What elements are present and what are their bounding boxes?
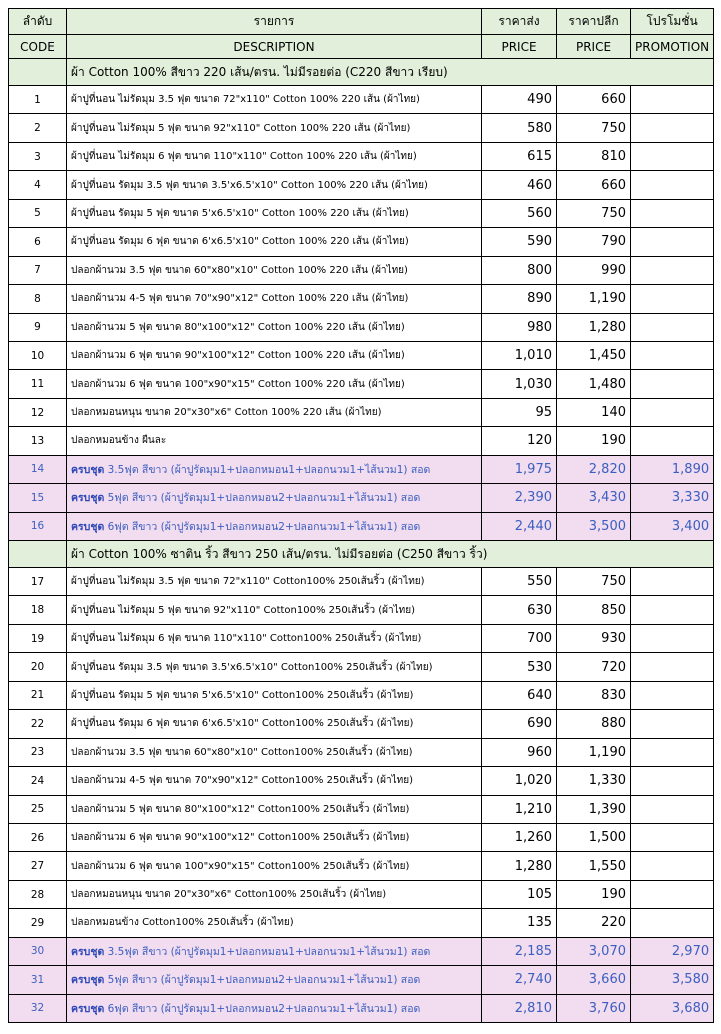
retail-price: 3,660 xyxy=(557,966,631,994)
item-description xyxy=(67,994,482,1022)
retail-price: 3,760 xyxy=(557,994,631,1022)
item-description xyxy=(67,512,482,540)
wholesale-price: 2,185 xyxy=(482,937,557,965)
header-wholesale-th: ราคาส่ง xyxy=(482,9,557,35)
wholesale-price: 2,740 xyxy=(482,966,557,994)
item-code: 9 xyxy=(9,313,67,341)
wholesale-price: 2,390 xyxy=(482,484,557,512)
item-code: 31 xyxy=(9,966,67,994)
section-title: ผ้า Cotton 100% ซาติน ริ้ว สีขาว 250 เส้น/ตรน. ไม่มีรอยต่อ (C250 สีขาว ริ้ว) xyxy=(67,541,714,568)
wholesale-price: 960 xyxy=(482,738,557,766)
retail-price: 660 xyxy=(557,86,631,114)
wholesale-price: 2,810 xyxy=(482,994,557,1022)
item-code: 21 xyxy=(9,681,67,709)
promotion-price xyxy=(631,199,714,227)
item-description: ผ้าปูที่นอน ไม่รัดมุม 3.5 ฟุต ขนาด 72"x110" Cotton 100% 220 เส้น (ผ้าไทย) xyxy=(67,86,482,114)
promotion-price xyxy=(631,228,714,256)
bundle-description: 6ฟุต สีขาว (ผ้าปูรัดมุม1+ปลอกหมอน2+ปลอกนวม1+ไส้นวม1) สอด xyxy=(104,1002,421,1015)
promotion-price xyxy=(631,710,714,738)
wholesale-price: 530 xyxy=(482,653,557,681)
wholesale-price: 1,260 xyxy=(482,823,557,851)
section-empty-cell xyxy=(9,59,67,86)
item-code: 18 xyxy=(9,596,67,624)
bundle-label: ครบชุด xyxy=(71,1002,105,1015)
item-code: 13 xyxy=(9,427,67,455)
wholesale-price: 560 xyxy=(482,199,557,227)
retail-price: 140 xyxy=(557,398,631,426)
item-code: 11 xyxy=(9,370,67,398)
wholesale-price: 890 xyxy=(482,285,557,313)
item-description: ปลอกผ้านวม 3.5 ฟุต ขนาด 60"x80"x10" Cotton100% 250เส้นริ้ว (ผ้าไทย) xyxy=(67,738,482,766)
item-description: ผ้าปูที่นอน ไม่รัดมุม 5 ฟุต ขนาด 92"x110" Cotton100% 250เส้นริ้ว (ผ้าไทย) xyxy=(67,596,482,624)
price-list-table xyxy=(8,8,714,1023)
promotion-price xyxy=(631,427,714,455)
table-row xyxy=(9,710,714,738)
item-description: ปลอกผ้านวม 6 ฟุต ขนาด 100"x90"x15" Cotton100% 250เส้นริ้ว (ผ้าไทย) xyxy=(67,852,482,880)
promotion-price xyxy=(631,795,714,823)
header-retail-th: ราคาปลีก xyxy=(557,9,631,35)
item-description: ปลอกหมอนข้าง Cotton100% 250เส้นริ้ว (ผ้าไทย) xyxy=(67,909,482,937)
retail-price: 810 xyxy=(557,142,631,170)
retail-price: 1,450 xyxy=(557,341,631,369)
item-code: 7 xyxy=(9,256,67,284)
item-code: 26 xyxy=(9,823,67,851)
item-code: 20 xyxy=(9,653,67,681)
item-code: 17 xyxy=(9,568,67,596)
wholesale-price: 590 xyxy=(482,228,557,256)
retail-price: 1,500 xyxy=(557,823,631,851)
table-row xyxy=(9,341,714,369)
wholesale-price: 630 xyxy=(482,596,557,624)
promotion-price xyxy=(631,624,714,652)
table-row xyxy=(9,427,714,455)
bundle-label: ครบชุด xyxy=(71,492,105,505)
item-description xyxy=(67,937,482,965)
promotion-price xyxy=(631,171,714,199)
header-wholesale-en: PRICE xyxy=(482,35,557,59)
retail-price: 2,820 xyxy=(557,455,631,483)
item-description: ปลอกผ้านวม 5 ฟุต ขนาด 80"x100"x12" Cotton100% 250เส้นริ้ว (ผ้าไทย) xyxy=(67,795,482,823)
item-code: 3 xyxy=(9,142,67,170)
retail-price: 930 xyxy=(557,624,631,652)
bundle-description: 5ฟุต สีขาว (ผ้าปูรัดมุม1+ปลอกหมอน2+ปลอกนวม1+ไส้นวม1) สอด xyxy=(104,492,421,505)
bundle-row xyxy=(9,484,714,512)
bundle-label: ครบชุด xyxy=(71,520,105,533)
item-description: ปลอกหมอนหนุน ขนาด 20"x30"x6" Cotton100% 250เส้นริ้ว (ผ้าไทย) xyxy=(67,880,482,908)
wholesale-price: 120 xyxy=(482,427,557,455)
wholesale-price: 690 xyxy=(482,710,557,738)
wholesale-price: 460 xyxy=(482,171,557,199)
retail-price: 1,390 xyxy=(557,795,631,823)
table-row xyxy=(9,852,714,880)
item-description: ปลอกผ้านวม 5 ฟุต ขนาด 80"x100"x12" Cotton 100% 220 เส้น (ผ้าไทย) xyxy=(67,313,482,341)
item-description: ผ้าปูที่นอน รัดมุม 3.5 ฟุต ขนาด 3.5'x6.5'x10" Cotton 100% 220 เส้น (ผ้าไทย) xyxy=(67,171,482,199)
promotion-price xyxy=(631,852,714,880)
retail-price: 3,070 xyxy=(557,937,631,965)
item-code: 22 xyxy=(9,710,67,738)
item-description: ผ้าปูที่นอน รัดมุม 5 ฟุต ขนาด 5'x6.5'x10" Cotton100% 250เส้นริ้ว (ผ้าไทย) xyxy=(67,681,482,709)
header-promotion-en: PROMOTION xyxy=(631,35,714,59)
retail-price: 1,190 xyxy=(557,285,631,313)
item-description xyxy=(67,455,482,483)
wholesale-price: 1,210 xyxy=(482,795,557,823)
retail-price: 990 xyxy=(557,256,631,284)
promotion-price xyxy=(631,738,714,766)
item-code: 29 xyxy=(9,909,67,937)
promotion-price xyxy=(631,142,714,170)
item-code: 23 xyxy=(9,738,67,766)
wholesale-price: 490 xyxy=(482,86,557,114)
wholesale-price: 1,280 xyxy=(482,852,557,880)
wholesale-price: 1,020 xyxy=(482,767,557,795)
table-row xyxy=(9,313,714,341)
wholesale-price: 980 xyxy=(482,313,557,341)
table-row xyxy=(9,171,714,199)
wholesale-price: 615 xyxy=(482,142,557,170)
item-code: 28 xyxy=(9,880,67,908)
wholesale-price: 550 xyxy=(482,568,557,596)
promotion-price xyxy=(631,285,714,313)
promotion-price xyxy=(631,653,714,681)
table-row xyxy=(9,568,714,596)
item-description: ปลอกผ้านวม 3.5 ฟุต ขนาด 60"x80"x10" Cotton 100% 220 เส้น (ผ้าไทย) xyxy=(67,256,482,284)
promotion-price xyxy=(631,596,714,624)
retail-price: 1,190 xyxy=(557,738,631,766)
retail-price: 3,430 xyxy=(557,484,631,512)
table-row xyxy=(9,795,714,823)
promotion-price xyxy=(631,86,714,114)
retail-price: 850 xyxy=(557,596,631,624)
bundle-description: 3.5ฟุต สีขาว (ผ้าปูรัดมุม1+ปลอกหมอน1+ปลอกนวม1+ไส้นวม1) สอด xyxy=(104,945,431,958)
promotion-price: 3,400 xyxy=(631,512,714,540)
bundle-label: ครบชุด xyxy=(71,463,105,476)
item-code: 14 xyxy=(9,455,67,483)
retail-price: 1,550 xyxy=(557,852,631,880)
bundle-description: 5ฟุต สีขาว (ผ้าปูรัดมุม1+ปลอกหมอน2+ปลอกนวม1+ไส้นวม1) สอด xyxy=(104,974,421,987)
item-code: 25 xyxy=(9,795,67,823)
table-row xyxy=(9,596,714,624)
header-code-th: ลำดับ xyxy=(9,9,67,35)
retail-price: 790 xyxy=(557,228,631,256)
promotion-price xyxy=(631,256,714,284)
item-description: ผ้าปูที่นอน ไม่รัดมุม 6 ฟุต ขนาด 110"x110" Cotton 100% 220 เส้น (ผ้าไทย) xyxy=(67,142,482,170)
bundle-description: 6ฟุต สีขาว (ผ้าปูรัดมุม1+ปลอกหมอน2+ปลอกนวม1+ไส้นวม1) สอด xyxy=(104,520,421,533)
table-row xyxy=(9,285,714,313)
header-promotion-th: โปรโมชั่น xyxy=(631,9,714,35)
retail-price: 830 xyxy=(557,681,631,709)
promotion-price: 1,890 xyxy=(631,455,714,483)
item-code: 27 xyxy=(9,852,67,880)
promotion-price xyxy=(631,568,714,596)
item-description: ปลอกผ้านวม 4-5 ฟุต ขนาด 70"x90"x12" Cotton100% 250เส้นริ้ว (ผ้าไทย) xyxy=(67,767,482,795)
item-description: ผ้าปูที่นอน รัดมุม 6 ฟุต ขนาด 6'x6.5'x10" Cotton100% 250เส้นริ้ว (ผ้าไทย) xyxy=(67,710,482,738)
table-row xyxy=(9,681,714,709)
retail-price: 750 xyxy=(557,568,631,596)
promotion-price: 2,970 xyxy=(631,937,714,965)
promotion-price: 3,330 xyxy=(631,484,714,512)
wholesale-price: 1,030 xyxy=(482,370,557,398)
promotion-price: 3,680 xyxy=(631,994,714,1022)
item-code: 19 xyxy=(9,624,67,652)
promotion-price xyxy=(631,681,714,709)
item-description: ปลอกผ้านวม 6 ฟุต ขนาด 90"x100"x12" Cotton 100% 220 เส้น (ผ้าไทย) xyxy=(67,341,482,369)
item-description: ปลอกหมอนหนุน ขนาด 20"x30"x6" Cotton 100% 220 เส้น (ผ้าไทย) xyxy=(67,398,482,426)
table-row xyxy=(9,880,714,908)
retail-price: 720 xyxy=(557,653,631,681)
item-code: 16 xyxy=(9,512,67,540)
wholesale-price: 580 xyxy=(482,114,557,142)
bundle-row xyxy=(9,994,714,1022)
header-code-en: CODE xyxy=(9,35,67,59)
retail-price: 220 xyxy=(557,909,631,937)
wholesale-price: 1,010 xyxy=(482,341,557,369)
item-description: ผ้าปูที่นอน ไม่รัดมุม 3.5 ฟุต ขนาด 72"x110" Cotton100% 250เส้นริ้ว (ผ้าไทย) xyxy=(67,568,482,596)
item-description: ปลอกผ้านวม 6 ฟุต ขนาด 100"x90"x15" Cotton 100% 220 เส้น (ผ้าไทย) xyxy=(67,370,482,398)
section-row xyxy=(9,541,714,568)
bundle-row xyxy=(9,966,714,994)
item-code: 32 xyxy=(9,994,67,1022)
bundle-row xyxy=(9,512,714,540)
section-empty-cell xyxy=(9,541,67,568)
promotion-price xyxy=(631,767,714,795)
wholesale-price: 95 xyxy=(482,398,557,426)
retail-price: 3,500 xyxy=(557,512,631,540)
promotion-price xyxy=(631,909,714,937)
item-description: ผ้าปูที่นอน รัดมุม 5 ฟุต ขนาด 5'x6.5'x10" Cotton 100% 220 เส้น (ผ้าไทย) xyxy=(67,199,482,227)
item-description: ผ้าปูที่นอน รัดมุม 6 ฟุต ขนาด 6'x6.5'x10" Cotton 100% 220 เส้น (ผ้าไทย) xyxy=(67,228,482,256)
retail-price: 1,330 xyxy=(557,767,631,795)
retail-price: 750 xyxy=(557,114,631,142)
wholesale-price: 800 xyxy=(482,256,557,284)
table-row xyxy=(9,624,714,652)
header-row-thai xyxy=(9,9,714,35)
table-row xyxy=(9,228,714,256)
table-row xyxy=(9,909,714,937)
promotion-price xyxy=(631,370,714,398)
table-row xyxy=(9,653,714,681)
table-row xyxy=(9,199,714,227)
item-code: 15 xyxy=(9,484,67,512)
item-code: 12 xyxy=(9,398,67,426)
promotion-price xyxy=(631,823,714,851)
promotion-price xyxy=(631,313,714,341)
wholesale-price: 700 xyxy=(482,624,557,652)
bundle-label: ครบชุด xyxy=(71,974,105,987)
table-row xyxy=(9,738,714,766)
item-description: ปลอกผ้านวม 6 ฟุต ขนาด 90"x100"x12" Cotton100% 250เส้นริ้ว (ผ้าไทย) xyxy=(67,823,482,851)
retail-price: 750 xyxy=(557,199,631,227)
wholesale-price: 135 xyxy=(482,909,557,937)
item-description xyxy=(67,966,482,994)
item-description: ผ้าปูที่นอน ไม่รัดมุม 6 ฟุต ขนาด 110"x110" Cotton100% 250เส้นริ้ว (ผ้าไทย) xyxy=(67,624,482,652)
retail-price: 660 xyxy=(557,171,631,199)
section-title: ผ้า Cotton 100% สีขาว 220 เส้น/ตรน. ไม่มีรอยต่อ (C220 สีขาว เรียบ) xyxy=(67,59,714,86)
item-code: 6 xyxy=(9,228,67,256)
header-retail-en: PRICE xyxy=(557,35,631,59)
item-description: ปลอกหมอนข้าง ผืนละ xyxy=(67,427,482,455)
table-row xyxy=(9,256,714,284)
table-row xyxy=(9,398,714,426)
item-description xyxy=(67,484,482,512)
bundle-description: 3.5ฟุต สีขาว (ผ้าปูรัดมุม1+ปลอกหมอน1+ปลอกนวม1+ไส้นวม1) สอด xyxy=(104,463,431,476)
table-row xyxy=(9,823,714,851)
item-code: 4 xyxy=(9,171,67,199)
item-code: 30 xyxy=(9,937,67,965)
table-row xyxy=(9,142,714,170)
promotion-price xyxy=(631,341,714,369)
wholesale-price: 2,440 xyxy=(482,512,557,540)
promotion-price xyxy=(631,398,714,426)
item-code: 5 xyxy=(9,199,67,227)
item-code: 8 xyxy=(9,285,67,313)
item-code: 10 xyxy=(9,341,67,369)
bundle-label: ครบชุด xyxy=(71,945,105,958)
promotion-price xyxy=(631,114,714,142)
retail-price: 190 xyxy=(557,880,631,908)
item-description: ผ้าปูที่นอน รัดมุม 3.5 ฟุต ขนาด 3.5'x6.5'x10" Cotton100% 250เส้นริ้ว (ผ้าไทย) xyxy=(67,653,482,681)
retail-price: 190 xyxy=(557,427,631,455)
promotion-price: 3,580 xyxy=(631,966,714,994)
bundle-row xyxy=(9,937,714,965)
item-code: 24 xyxy=(9,767,67,795)
retail-price: 880 xyxy=(557,710,631,738)
item-code: 1 xyxy=(9,86,67,114)
table-row xyxy=(9,370,714,398)
retail-price: 1,280 xyxy=(557,313,631,341)
section-row xyxy=(9,59,714,86)
item-code: 2 xyxy=(9,114,67,142)
promotion-price xyxy=(631,880,714,908)
wholesale-price: 1,975 xyxy=(482,455,557,483)
item-description: ปลอกผ้านวม 4-5 ฟุต ขนาด 70"x90"x12" Cotton 100% 220 เส้น (ผ้าไทย) xyxy=(67,285,482,313)
bundle-row xyxy=(9,455,714,483)
wholesale-price: 640 xyxy=(482,681,557,709)
retail-price: 1,480 xyxy=(557,370,631,398)
table-row xyxy=(9,114,714,142)
header-description-th: รายการ xyxy=(67,9,482,35)
table-row xyxy=(9,767,714,795)
item-description: ผ้าปูที่นอน ไม่รัดมุม 5 ฟุต ขนาด 92"x110" Cotton 100% 220 เส้น (ผ้าไทย) xyxy=(67,114,482,142)
header-row-english xyxy=(9,35,714,59)
table-row xyxy=(9,86,714,114)
wholesale-price: 105 xyxy=(482,880,557,908)
header-description-en: DESCRIPTION xyxy=(67,35,482,59)
